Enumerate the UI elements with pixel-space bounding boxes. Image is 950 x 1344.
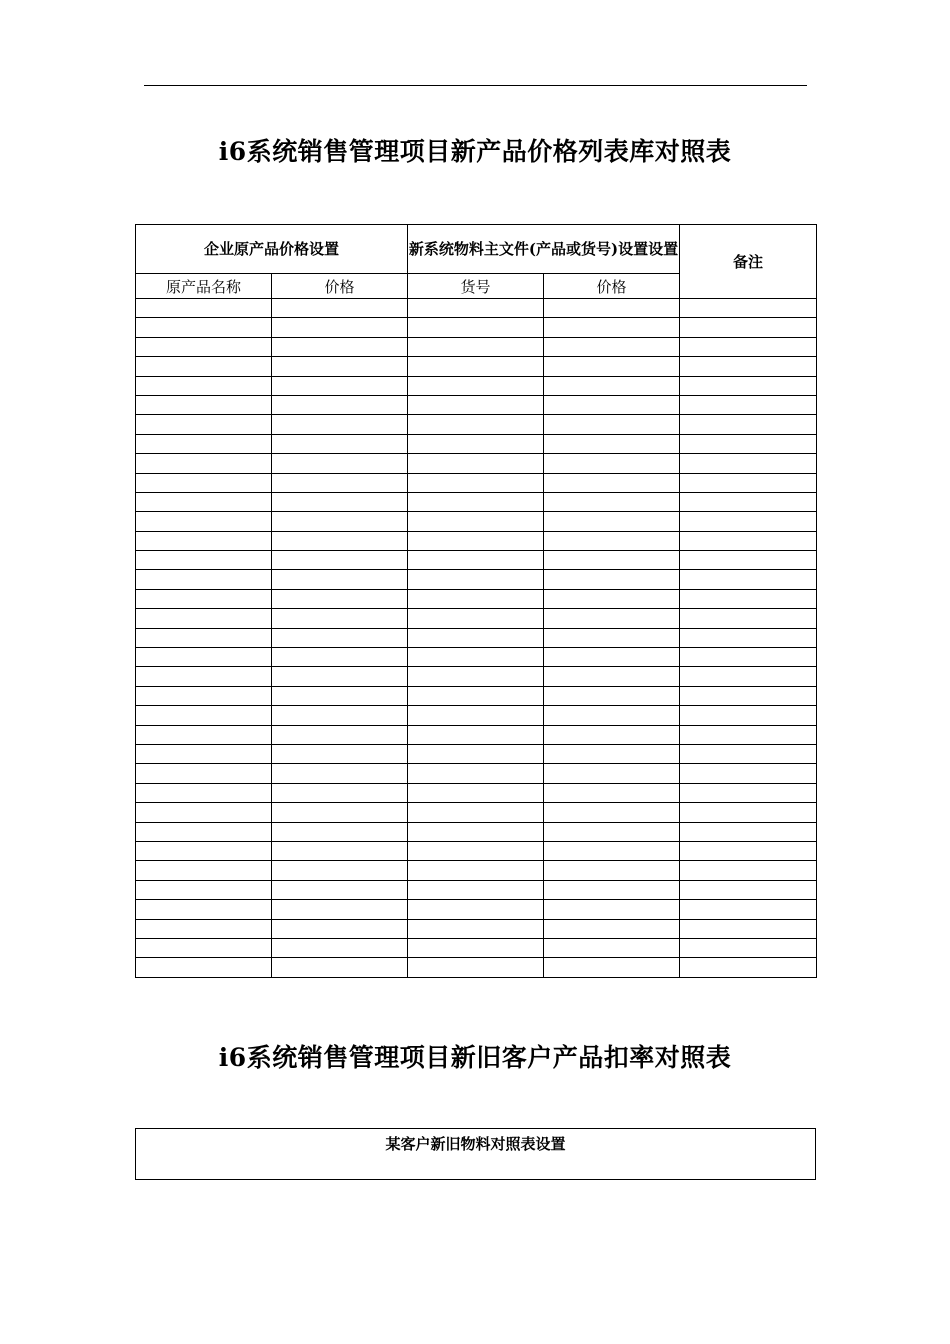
- table-cell: [136, 667, 272, 686]
- table-cell: [680, 706, 817, 725]
- table-cell: [272, 609, 408, 628]
- table-row: [136, 938, 817, 957]
- header-old-price-settings: 企业原产品价格设置: [136, 225, 408, 274]
- table-cell: [544, 299, 680, 318]
- table-cell: [136, 861, 272, 880]
- table-cell: [544, 589, 680, 608]
- table-cell: [544, 318, 680, 337]
- table-cell: [544, 725, 680, 744]
- table-cell: [136, 492, 272, 511]
- table-cell: [408, 570, 544, 589]
- table-row: [136, 822, 817, 841]
- table-cell: [408, 628, 544, 647]
- table-cell: [408, 551, 544, 570]
- table-cell: [544, 880, 680, 899]
- table-cell: [408, 938, 544, 957]
- table-cell: [680, 783, 817, 802]
- table-row: [136, 434, 817, 453]
- table-cell: [272, 648, 408, 667]
- table-row: [136, 570, 817, 589]
- table-row: [136, 318, 817, 337]
- table-cell: [136, 648, 272, 667]
- table-cell: [136, 454, 272, 473]
- table-cell: [136, 609, 272, 628]
- document-title-price-list: i6系统销售管理项目新产品价格列表库对照表: [218, 137, 732, 166]
- table-cell: [544, 744, 680, 763]
- table-cell: [544, 415, 680, 434]
- table-cell: [272, 395, 408, 414]
- table-cell: [544, 938, 680, 957]
- table-cell: [136, 551, 272, 570]
- table-cell: [408, 706, 544, 725]
- table-cell: [544, 512, 680, 531]
- table-cell: [680, 531, 817, 550]
- table-cell: [408, 958, 544, 977]
- column-header-old-price: 价格: [272, 274, 408, 299]
- table-cell: [544, 609, 680, 628]
- table-cell: [544, 551, 680, 570]
- table-cell: [408, 744, 544, 763]
- table-cell: [544, 434, 680, 453]
- header-remark: 备注: [680, 225, 817, 299]
- table-cell: [272, 764, 408, 783]
- table-cell: [272, 318, 408, 337]
- table-cell: [680, 900, 817, 919]
- table-cell: [544, 337, 680, 356]
- table-cell: [680, 376, 817, 395]
- table-cell: [272, 299, 408, 318]
- header-rule: [144, 85, 807, 86]
- table-row: [136, 744, 817, 763]
- table-cell: [680, 648, 817, 667]
- table-cell: [544, 648, 680, 667]
- table-cell: [272, 783, 408, 802]
- table-cell: [408, 512, 544, 531]
- table-cell: [544, 667, 680, 686]
- table-cell: [544, 570, 680, 589]
- table-cell: [680, 318, 817, 337]
- table-row: [136, 686, 817, 705]
- table-cell: [136, 686, 272, 705]
- table-cell: [680, 725, 817, 744]
- table-cell: [408, 415, 544, 434]
- table-cell: [136, 473, 272, 492]
- table-cell: [136, 376, 272, 395]
- table-row: [136, 725, 817, 744]
- customer-material-header: 某客户新旧物料对照表设置: [385, 1135, 566, 1153]
- table-cell: [136, 783, 272, 802]
- table-cell: [136, 628, 272, 647]
- table-row: [136, 628, 817, 647]
- table-cell: [680, 299, 817, 318]
- table-cell: [272, 667, 408, 686]
- table-cell: [408, 376, 544, 395]
- table-cell: [136, 938, 272, 957]
- table-cell: [408, 357, 544, 376]
- table-cell: [408, 609, 544, 628]
- table-row: [136, 764, 817, 783]
- document-title-discount-rate: i6系统销售管理项目新旧客户产品扣率对照表: [218, 1043, 732, 1072]
- table-cell: [136, 415, 272, 434]
- table-row: [136, 706, 817, 725]
- table-cell: [272, 531, 408, 550]
- table-cell: [272, 706, 408, 725]
- table-cell: [408, 648, 544, 667]
- table-cell: [408, 686, 544, 705]
- table-cell: [408, 783, 544, 802]
- table-row: [136, 880, 817, 899]
- table-cell: [680, 492, 817, 511]
- table-cell: [680, 609, 817, 628]
- table-row: [136, 415, 817, 434]
- table-cell: [136, 841, 272, 860]
- price-comparison-table: [135, 224, 817, 978]
- table-cell: [544, 706, 680, 725]
- table-cell: [272, 357, 408, 376]
- table-cell: [136, 434, 272, 453]
- table-cell: [680, 357, 817, 376]
- table-cell: [272, 725, 408, 744]
- table-row: [136, 841, 817, 860]
- table-cell: [272, 454, 408, 473]
- table-cell: [544, 686, 680, 705]
- table-cell: [544, 861, 680, 880]
- table-cell: [544, 958, 680, 977]
- table-row: [136, 861, 817, 880]
- header-new-material-settings: 新系统物料主文件(产品或货号)设置设置: [408, 225, 680, 274]
- table-row: [136, 609, 817, 628]
- table-cell: [680, 803, 817, 822]
- table-row: [136, 473, 817, 492]
- table-cell: [544, 492, 680, 511]
- table-row: [136, 492, 817, 511]
- table-row: [136, 551, 817, 570]
- table-cell: [544, 473, 680, 492]
- table-cell: [136, 900, 272, 919]
- table-cell: [136, 299, 272, 318]
- table-cell: [544, 395, 680, 414]
- table-row: [136, 667, 817, 686]
- table-cell: [408, 589, 544, 608]
- table-cell: [272, 337, 408, 356]
- table-cell: [408, 725, 544, 744]
- table-cell: [272, 473, 408, 492]
- table-cell: [408, 299, 544, 318]
- table-cell: [408, 454, 544, 473]
- table-cell: [408, 318, 544, 337]
- table-row: [136, 337, 817, 356]
- table-cell: [136, 919, 272, 938]
- column-header-old-product-name: 原产品名称: [136, 274, 272, 299]
- table-cell: [136, 337, 272, 356]
- table-cell: [272, 415, 408, 434]
- column-header-item-number: 货号: [408, 274, 544, 299]
- table-cell: [272, 686, 408, 705]
- table-cell: [544, 531, 680, 550]
- table-cell: [408, 492, 544, 511]
- table-cell: [136, 744, 272, 763]
- table-row: [136, 589, 817, 608]
- table-cell: [408, 880, 544, 899]
- table-cell: [272, 434, 408, 453]
- table-cell: [408, 861, 544, 880]
- table-cell: [136, 395, 272, 414]
- table-cell: [136, 880, 272, 899]
- table-row: [136, 512, 817, 531]
- table-cell: [680, 880, 817, 899]
- table-cell: [544, 841, 680, 860]
- table-cell: [680, 454, 817, 473]
- table-cell: [408, 900, 544, 919]
- table-cell: [680, 958, 817, 977]
- table-cell: [544, 376, 680, 395]
- table-row: [136, 803, 817, 822]
- table-cell: [408, 919, 544, 938]
- table-cell: [408, 667, 544, 686]
- table-cell: [680, 744, 817, 763]
- table-cell: [680, 919, 817, 938]
- table-row: [136, 783, 817, 802]
- table-row: [136, 357, 817, 376]
- table-cell: [680, 551, 817, 570]
- table-cell: [272, 376, 408, 395]
- table-cell: [680, 415, 817, 434]
- table-cell: [272, 628, 408, 647]
- table-row: [136, 299, 817, 318]
- table-cell: [272, 861, 408, 880]
- table-row: [136, 648, 817, 667]
- table-cell: [136, 357, 272, 376]
- table-row: [136, 376, 817, 395]
- table-cell: [272, 551, 408, 570]
- table-row: [136, 919, 817, 938]
- table-cell: [136, 803, 272, 822]
- table-cell: [136, 531, 272, 550]
- table-cell: [680, 434, 817, 453]
- table-cell: [272, 570, 408, 589]
- table-cell: [408, 841, 544, 860]
- table-cell: [272, 958, 408, 977]
- table-cell: [136, 318, 272, 337]
- table-row: [136, 395, 817, 414]
- column-header-new-price: 价格: [544, 274, 680, 299]
- table-row: [136, 531, 817, 550]
- table-cell: [272, 803, 408, 822]
- table-row: [136, 900, 817, 919]
- table-cell: [136, 512, 272, 531]
- table-cell: [544, 357, 680, 376]
- table-cell: [544, 822, 680, 841]
- table-cell: [136, 706, 272, 725]
- table-cell: [680, 686, 817, 705]
- table-cell: [408, 395, 544, 414]
- table-cell: [408, 337, 544, 356]
- table-cell: [408, 434, 544, 453]
- table-cell: [272, 938, 408, 957]
- table-cell: [272, 822, 408, 841]
- table-cell: [408, 531, 544, 550]
- table-cell: [408, 803, 544, 822]
- table-cell: [136, 958, 272, 977]
- table-cell: [272, 492, 408, 511]
- table-cell: [680, 628, 817, 647]
- table-cell: [544, 803, 680, 822]
- table-cell: [680, 822, 817, 841]
- table-cell: [680, 395, 817, 414]
- table-row: [136, 958, 817, 977]
- table-cell: [680, 861, 817, 880]
- table-cell: [272, 880, 408, 899]
- table-cell: [136, 725, 272, 744]
- table-cell: [680, 570, 817, 589]
- table-cell: [272, 589, 408, 608]
- customer-material-comparison-table: [135, 1128, 816, 1180]
- table-cell: [136, 589, 272, 608]
- table-cell: [680, 337, 817, 356]
- table-cell: [544, 783, 680, 802]
- table-cell: [544, 900, 680, 919]
- table-cell: [408, 764, 544, 783]
- table-cell: [136, 764, 272, 783]
- table-cell: [272, 841, 408, 860]
- table-row: [136, 454, 817, 473]
- table-cell: [272, 900, 408, 919]
- table-cell: [136, 822, 272, 841]
- table-cell: [680, 512, 817, 531]
- table-cell: [136, 570, 272, 589]
- table-cell: [544, 628, 680, 647]
- table-cell: [272, 919, 408, 938]
- table-cell: [408, 473, 544, 492]
- table-cell: [272, 744, 408, 763]
- table-cell: [272, 512, 408, 531]
- table-cell: [680, 938, 817, 957]
- table-cell: [544, 764, 680, 783]
- table-cell: [680, 764, 817, 783]
- table-cell: [680, 589, 817, 608]
- table-cell: [680, 841, 817, 860]
- table-cell: [544, 454, 680, 473]
- table-cell: [680, 473, 817, 492]
- table-cell: [680, 667, 817, 686]
- table-cell: [408, 822, 544, 841]
- table-cell: [544, 919, 680, 938]
